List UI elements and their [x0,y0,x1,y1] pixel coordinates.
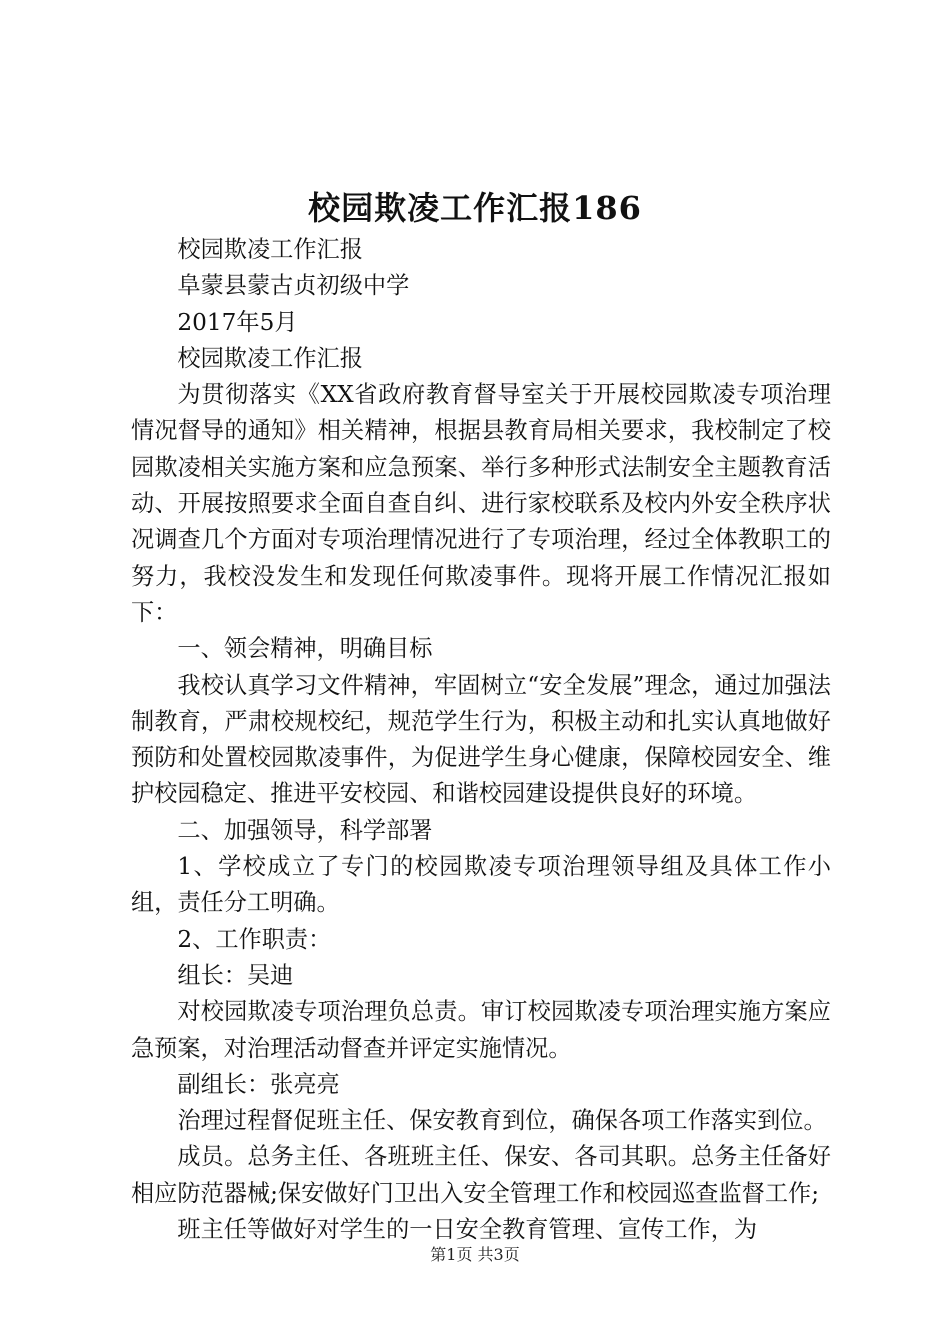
paragraph: 1、学校成立了专门的校园欺凌专项治理领导组及具体工作小组，责任分工明确。 [131,853,831,917]
page-footer: 第1页 共3页 [430,1245,520,1264]
paragraph: 2017年5月 [177,308,298,336]
paragraph: 副组长：张亮亮 [177,1070,340,1098]
paragraph: 2、工作职责： [177,925,332,953]
paragraph: 为贯彻落实《XX省政府教育督导室关于开展校园欺凌专项治理情况督导的通知》相关精神，根据县教育局相关要求，我校制定了校园欺凌相关实施方案和应急预案、举行多种形式法制安全主题教育活动、开展按照要求全面自查自纠、进行家校联系及校内外安全秩序状况调查几个方面对专项治理情况进行了专项治理，经过全体教职工的努力，我校没发生和发现任何欺凌事件。现将开展工作情况汇报如下： [131,381,831,626]
page-title: 校园欺凌工作汇报186 [308,189,642,227]
document-body [131,232,831,1248]
section-heading: 二、加强领导，科学部署 [177,816,433,844]
paragraph: 对校园欺凌专项治理负总责。审订校园欺凌专项治理实施方案应急预案，对治理活动督查并评定实施情况。 [131,998,831,1062]
paragraph: 组长：吴迪 [177,961,294,989]
paragraph: 校园欺凌工作汇报 [177,344,363,372]
section-heading: 一、领会精神，明确目标 [177,635,433,663]
paragraph: 我校认真学习文件精神，牢固树立“安全发展”理念，通过加强法制教育，严肃校规校纪，规范学生行为，积极主动和扎实认真地做好预防和处置校园欺凌事件，为促进学生身心健康，保障校园安全、维护校园稳定、推进平安校园、和谐校园建设提供良好的环境。 [131,671,831,808]
paragraph: 治理过程督促班主任、保安教育到位，确保各项工作落实到位。 [177,1107,827,1135]
paragraph: 班主任等做好对学生的一日安全教育管理、宣传工作，为 [177,1216,758,1244]
paragraph: 校园欺凌工作汇报 [177,236,363,263]
paragraph: 成员。总务主任、各班班主任、保安、各司其职。总务主任备好相应防范器械;保安做好门卫出入安全管理工作和校园巡查监督工作; [131,1143,831,1207]
paragraph: 阜蒙县蒙古贞初级中学 [177,272,410,300]
